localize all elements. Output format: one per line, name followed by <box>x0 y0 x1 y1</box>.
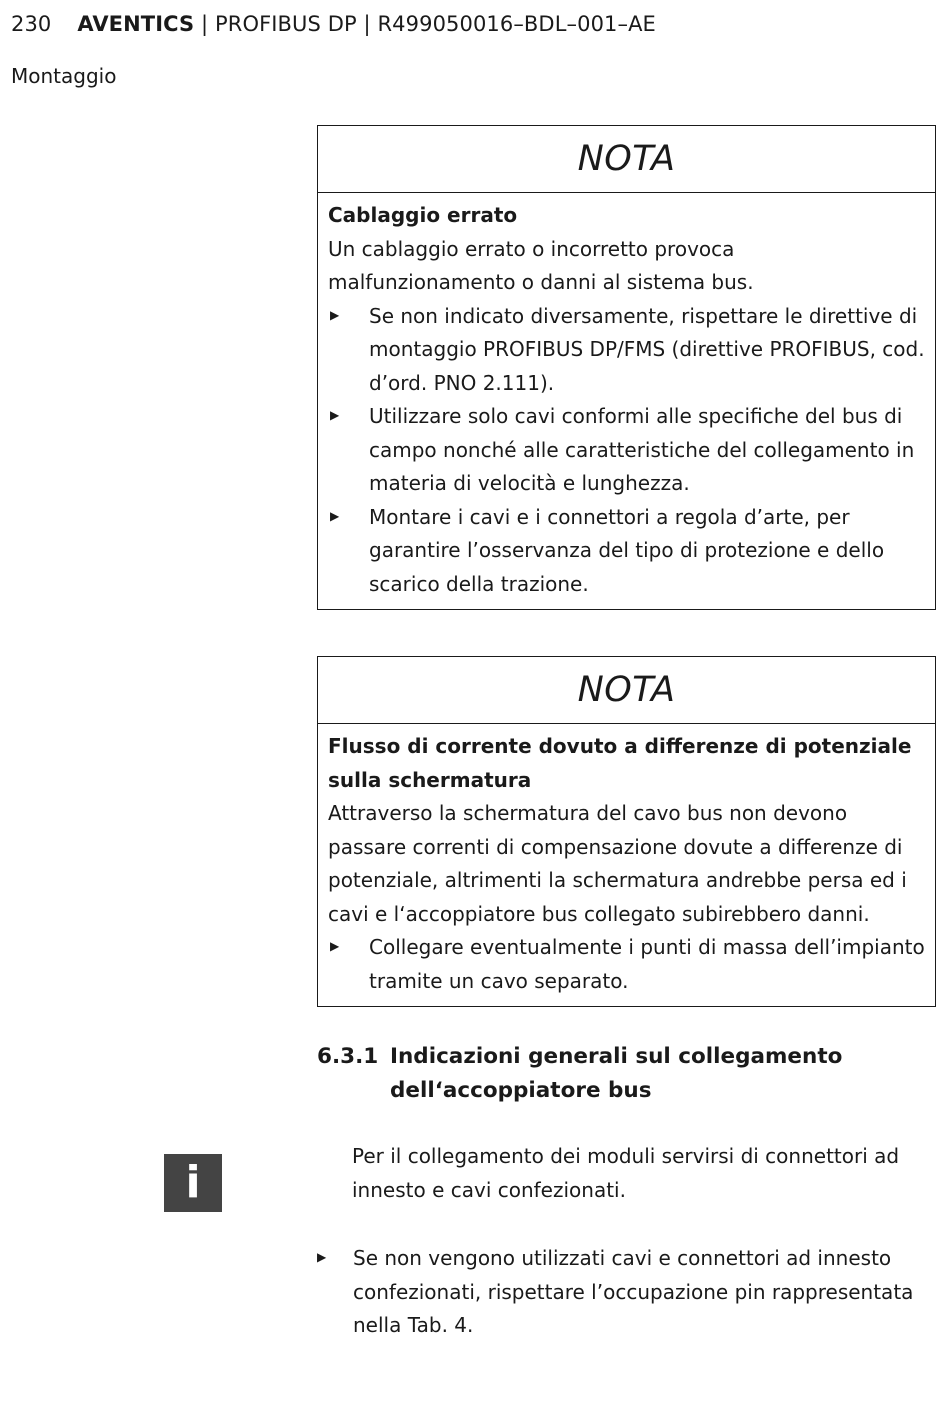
bullet-arrow-icon: ▶ <box>330 939 340 953</box>
document-reference: | PROFIBUS DP | R499050016–BDL–001–AE <box>194 12 656 36</box>
notice-body <box>318 724 935 1006</box>
notice-text: Un cablaggio errato o incorretto provoca malfunzionamento o danni al sistema bus. <box>328 236 754 294</box>
bullet-arrow-icon: ▶ <box>317 1250 327 1264</box>
notice-title: NOTA <box>318 657 935 724</box>
notice-heading: Flusso di corrente dovuto a differenze di potenziale sulla schermatura <box>328 734 912 792</box>
bullet-arrow-icon: ▶ <box>330 307 340 322</box>
notice-box-cabling <box>317 125 936 610</box>
chapter-label: Montaggio <box>11 64 117 88</box>
notice-heading: Cablaggio errato <box>328 203 518 227</box>
notice-title: NOTA <box>318 126 935 193</box>
notice-bullet <box>328 300 925 401</box>
page-number: 230 <box>11 12 52 36</box>
section-title: Indicazioni generali sul collegamento dell‘accoppiatore bus <box>390 1044 843 1103</box>
bullet-text: Montare i cavi e i connettori a regola d’arte, per garantire l’osservanza del tipo di protezione e dello scarico della trazione. <box>369 504 885 596</box>
bullet-arrow-icon: ▶ <box>330 508 340 523</box>
section-number: 6.3.1 <box>317 1044 379 1069</box>
page-header <box>11 12 656 36</box>
notice-body <box>318 193 935 609</box>
notice-box-shielding <box>317 656 936 1007</box>
notice-text: Attraverso la schermatura del cavo bus non devono passare correnti di compensazione dovute a differenze di potenziale, altrimenti la schermatura andrebbe persa ed i cavi e l‘accoppiatore bus collegato subirebbero danni. <box>328 801 907 926</box>
notice-bullet <box>328 931 925 998</box>
bullet-text: Se non indicato diversamente, rispettare le direttive di montaggio PROFIBUS DP/FMS (direttive PROFIBUS, cod. d’ord. PNO 2.111). <box>369 303 925 395</box>
info-icon: i <box>164 1154 222 1212</box>
bullet-text: Se non vengono utilizzati cavi e connettori ad innesto confezionati, rispettare l’occupazione pin rappresentata nella Tab. 4. <box>353 1246 914 1337</box>
notice-bullet <box>328 400 925 501</box>
bullet-arrow-icon: ▶ <box>330 408 340 422</box>
instruction-bullet <box>317 1242 917 1343</box>
bullet-text: Utilizzare solo cavi conformi alle specifiche del bus di campo nonché alle caratteristiche del collegamento in materia di velocità e lunghezza. <box>369 404 915 495</box>
notice-bullet <box>328 501 925 602</box>
brand-name: AVENTICS <box>77 12 195 36</box>
info-text: Per il collegamento dei moduli servirsi di connettori ad innesto e cavi confezionati. <box>352 1144 900 1202</box>
bullet-text: Collegare eventualmente i punti di massa dell’impianto tramite un cavo separato. <box>369 935 925 993</box>
section-heading <box>317 1040 870 1108</box>
